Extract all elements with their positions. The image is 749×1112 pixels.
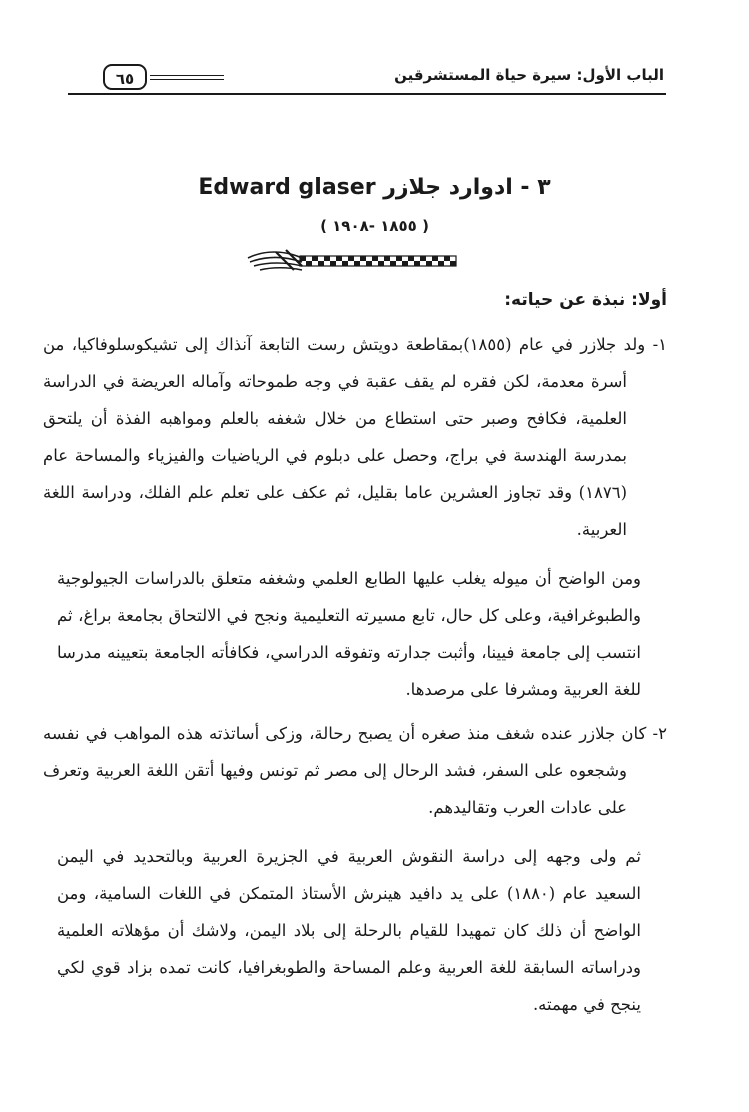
page-number: ٦٥ [103, 64, 147, 90]
paragraph-1 [43, 326, 667, 548]
page-header [68, 62, 666, 96]
running-title: الباب الأول: سيرة حياة المستشرقين [394, 66, 664, 84]
paragraph-3 [43, 715, 667, 826]
ornament-checker-band [300, 256, 456, 266]
lifespan-dates: ( ١٨٥٥ -١٩٠٨ ) [320, 217, 429, 235]
title-arabic: ٣ - ادوارد جلازر [383, 175, 551, 200]
paragraph-text: كان جلازر عنده شغف منذ صغره أن يصبح رحالة، وزكى أساتذته هذه المواهب في نفسه وشجعوه على السفر، فشد الرحال إلى مصر ثم تونس وفيها أتقن اللغة العربية وتعرف على عادات العرب وتقاليدهم. [43, 724, 647, 817]
paragraph-number: ١- [652, 335, 668, 354]
paragraph-4 [57, 838, 667, 1023]
paragraph-text: ولد جلازر في عام (١٨٥٥)بمقاطعة دويتش رست التابعة آنذاك إلى تشيكوسلوفاكيا، من أسرة معدمة، لكن فقره لم يقف عقبة في وجه طموحاته وآماله العريضة في الدراسة العلمية، فكافح وصبر حتى استطاع من خلال شغفه بالعلم ومواهبه الفذة أن يلتحق بمدرسة الهندسة في براج، وحصل على دبلوم في الرياضيات والفيزياء والمساحة عام (١٨٧٦) وقد تجاوز العشرين عاما بقليل، ثم عكف على تعلم علم الفلك، ودراسة اللغة العربية. [43, 335, 646, 539]
header-rule [68, 93, 666, 95]
ornament-quill-icon [248, 250, 302, 270]
paragraph-text: ومن الواضح أن ميوله يغلب عليها الطابع العلمي وشغفه متعلق بالدراسات الجيولوجية والطبوغرافية، وعلى كل حال، تابع مسيرته التعليمية ونجح في الالتحاق بجامعة براغ، ثم انتسب إلى جامعة فيينا، وأثبت جدارته وتفوقه الدراسي، فكافأته الجامعة بتعيينه مدرسا للغة العربية ومشرفا على مرصدها. [57, 569, 641, 699]
paragraph-2 [57, 560, 667, 708]
chapter-title [0, 175, 749, 200]
title-latin: Edward glaser [198, 175, 376, 200]
ornament-divider [246, 248, 458, 274]
paragraph-text: ثم ولى وجهه إلى دراسة النقوش العربية في الجزيرة العربية وبالتحديد في اليمن السعيد عام (١٨٨٠) على يد دافيد هينرش الأستاذ المتمكن في اللغات السامية، ومن الواضح أن ذلك كان تمهيدا للقيام بالرحلة إلى بلاد اليمن، ولاشك أن مؤهلاته العلمية ودراساته السابقة للغة العربية وعلم المساحة والطوبغرافيا، كانت تمده بزاد قوي لكي ينجح في مهمته. [57, 847, 642, 1014]
paragraph-number: ٢- [652, 724, 667, 743]
header-decorative-lines [150, 75, 224, 83]
section-heading: أولا: نبذة عن حياته: [504, 290, 667, 310]
